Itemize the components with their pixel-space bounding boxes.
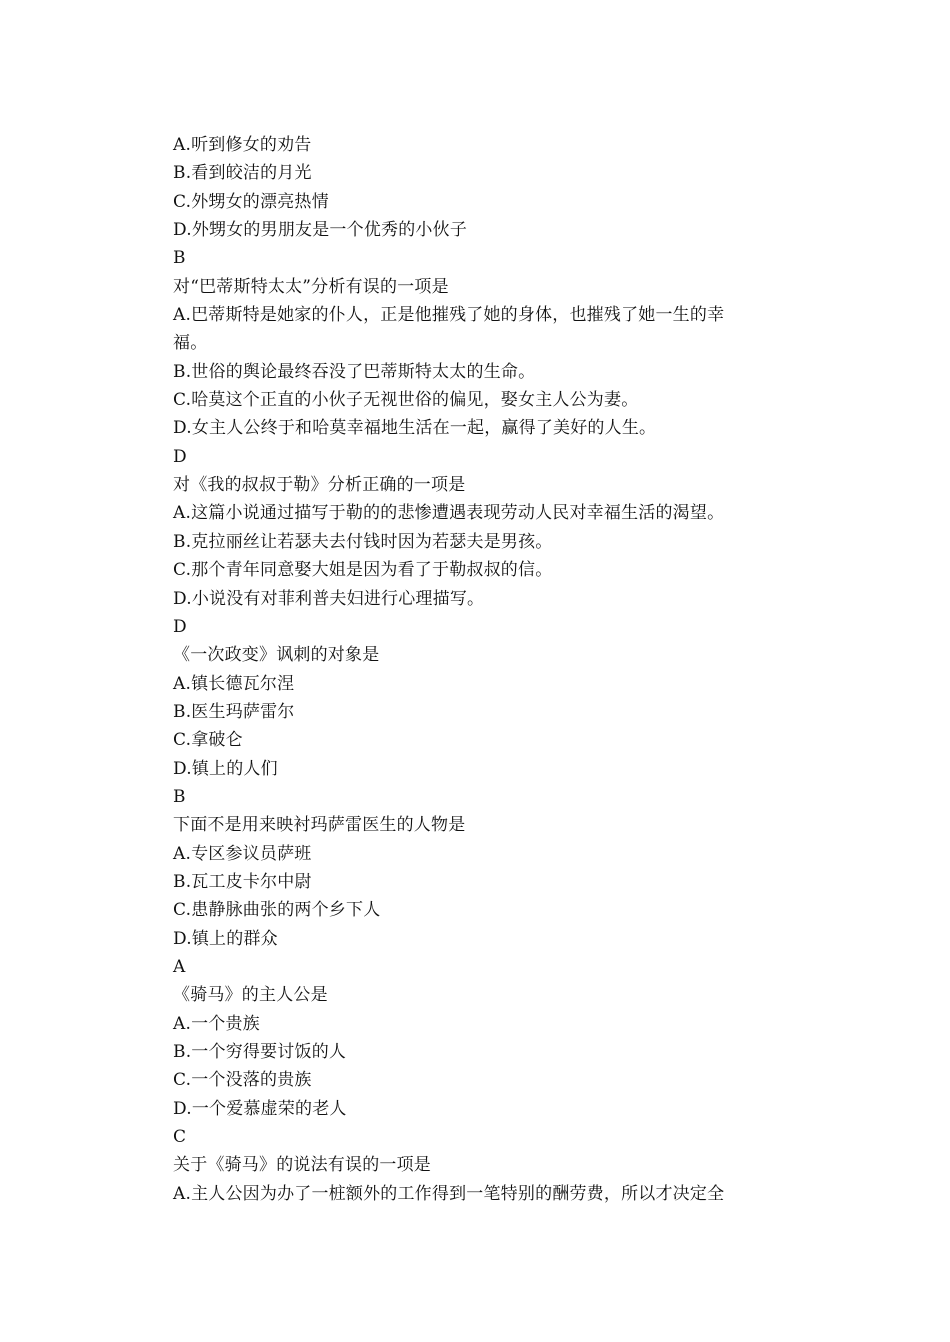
answer-option: A.巴蒂斯特是她家的仆人，正是他摧残了她的身体，也摧残了她一生的幸 xyxy=(173,305,725,326)
answer-option: B.一个穷得要讨饭的人 xyxy=(173,1042,347,1062)
question-text: 下面不是用来映衬玛萨雷医生的人物是 xyxy=(173,815,466,836)
answer-option: C.外甥女的漂亮热情 xyxy=(173,191,329,212)
answer-option: C.一个没落的贵族 xyxy=(173,1070,312,1091)
question-text: 对“巴蒂斯特太太”分析有误的一项是 xyxy=(173,276,449,297)
answer-option: B.医生玛萨雷尔 xyxy=(173,701,295,722)
answer-option: A.专区参议员萨班 xyxy=(173,843,312,864)
answer-option: C.那个青年同意娶大姐是因为看了于勒叔叔的信。 xyxy=(173,560,553,581)
answer-key: C xyxy=(173,1127,187,1148)
question-text: 对《我的叔叔于勒》分析正确的一项是 xyxy=(173,475,466,496)
answer-option: C.拿破仑 xyxy=(173,730,243,751)
answer-option-continuation: 福。 xyxy=(173,333,208,354)
answer-option: D.镇上的群众 xyxy=(173,928,278,949)
answer-option: C.哈莫这个正直的小伙子无视世俗的偏见，娶女主人公为妻。 xyxy=(173,390,639,411)
answer-key: A xyxy=(173,956,186,977)
answer-option: C.患静脉曲张的两个乡下人 xyxy=(173,900,381,921)
answer-key: D xyxy=(173,446,187,467)
answer-option: D.小说没有对菲利普夫妇进行心理描写。 xyxy=(173,588,485,609)
answer-option: A.听到修女的劝告 xyxy=(173,135,312,155)
answer-option: A.这篇小说通过描写于勒的的悲惨遭遇表现劳动人民对幸福生活的渴望。 xyxy=(173,503,725,524)
question-text: 关于《骑马》的说法有误的一项是 xyxy=(173,1155,431,1176)
answer-option: A.一个贵族 xyxy=(173,1013,260,1034)
answer-option: D.一个爱慕虚荣的老人 xyxy=(173,1098,347,1119)
answer-option: B.世俗的舆论最终吞没了巴蒂斯特太太的生命。 xyxy=(173,361,536,382)
answer-option: A.镇长德瓦尔涅 xyxy=(173,673,295,694)
answer-key: B xyxy=(173,248,186,269)
answer-key: B xyxy=(173,786,186,807)
answer-option: A.主人公因为办了一桩额外的工作得到一笔特别的酬劳费，所以才决定全 xyxy=(173,1183,725,1204)
answer-option: B.瓦工皮卡尔中尉 xyxy=(173,871,312,892)
question-text: 《一次政变》讽刺的对象是 xyxy=(173,645,380,666)
question-text: 《骑马》的主人公是 xyxy=(173,985,328,1006)
answer-option: B.克拉丽丝让若瑟夫去付钱时因为若瑟夫是男孩。 xyxy=(173,531,553,552)
text-column xyxy=(173,131,793,1208)
answer-option: D.女主人公终于和哈莫幸福地生活在一起，赢得了美好的人生。 xyxy=(173,418,657,439)
answer-option: D.镇上的人们 xyxy=(173,758,278,779)
answer-option: D.外甥女的男朋友是一个优秀的小伙子 xyxy=(173,220,468,241)
answer-option: B.看到皎洁的月光 xyxy=(173,163,312,184)
answer-key: D xyxy=(173,616,187,637)
